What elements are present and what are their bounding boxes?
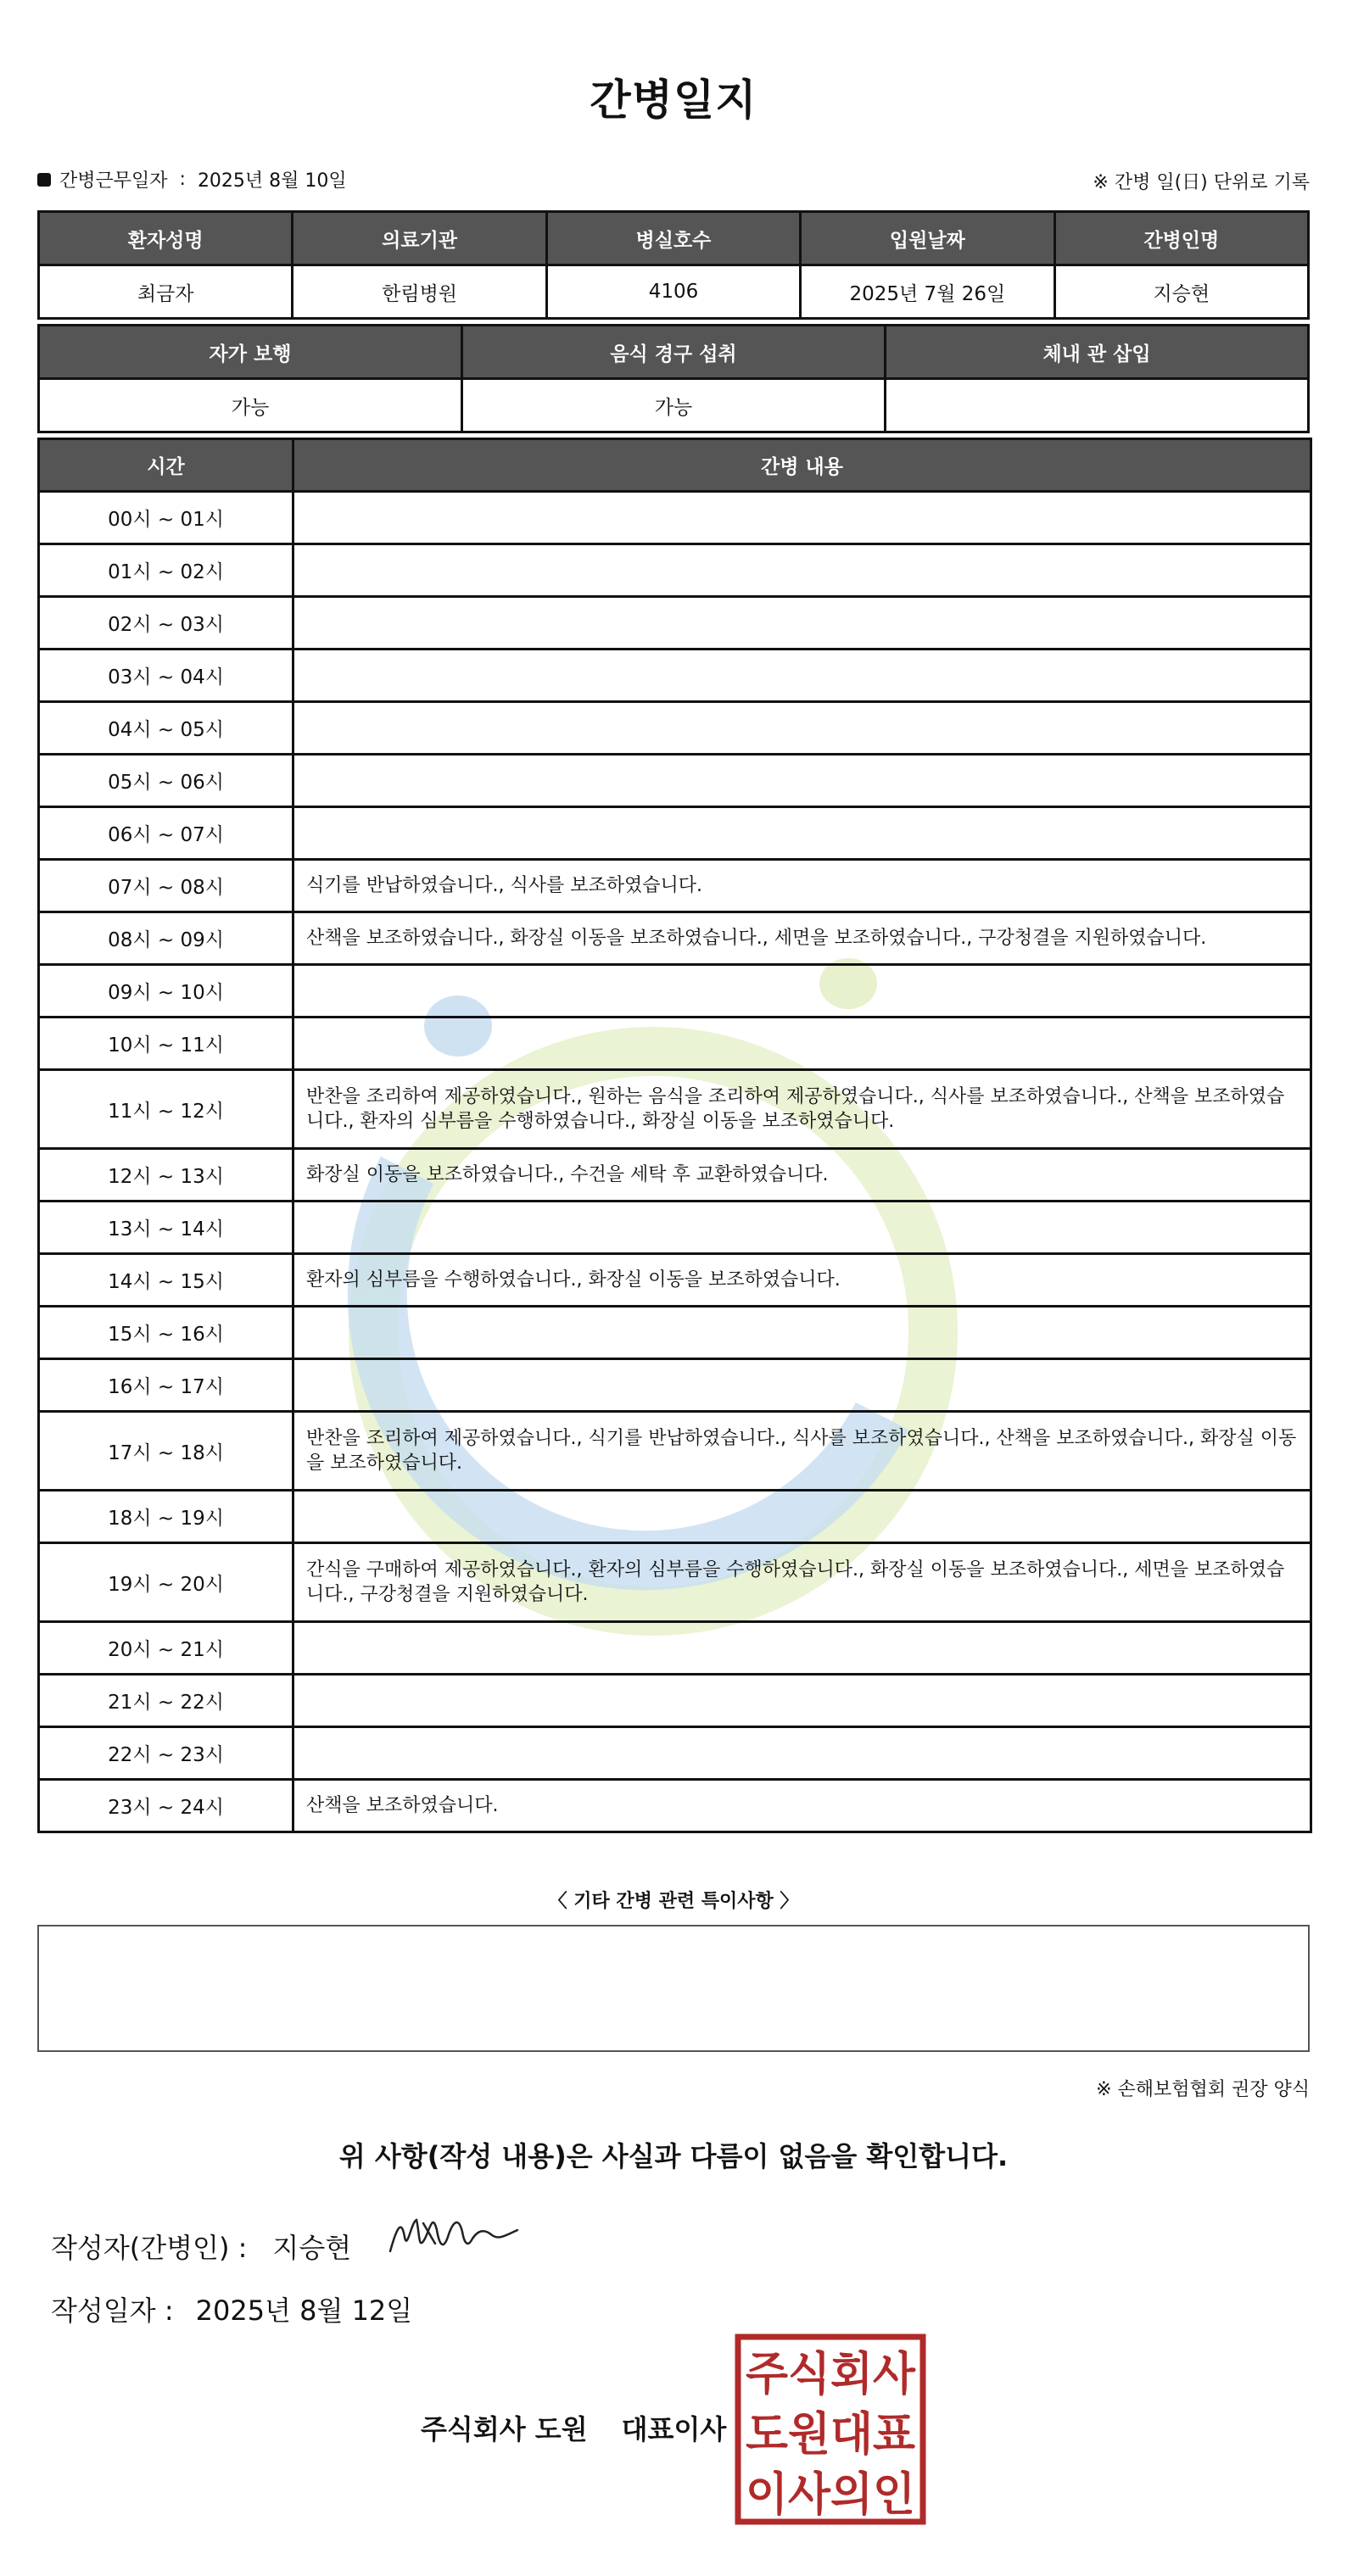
header-care-content: 간병 내용 [293, 439, 1311, 492]
header-room-number: 병실호수 [546, 212, 800, 265]
row-content [293, 1202, 1311, 1254]
notes-section-title: 〈 기타 간병 관련 특이사항 〉 [548, 1891, 799, 1912]
self-walking: 가능 [39, 379, 462, 432]
header-caregiver-name: 간병인명 [1054, 212, 1308, 265]
row-time: 10시 ~ 11시 [39, 1018, 293, 1070]
table-row [39, 597, 1311, 650]
row-content [293, 755, 1311, 807]
writer-label: 작성자(간병인) : [51, 2232, 248, 2264]
written-date-line [51, 2289, 412, 2328]
row-time: 07시 ~ 08시 [39, 860, 293, 912]
row-content: 환자의 심부름을 수행하였습니다., 화장실 이동을 보조하였습니다. [293, 1254, 1311, 1307]
admission-date: 2025년 7월 26일 [801, 265, 1054, 319]
row-time: 09시 ~ 10시 [39, 965, 293, 1018]
row-time: 15시 ~ 16시 [39, 1307, 293, 1359]
writer-line [51, 2227, 351, 2266]
row-content [293, 1675, 1311, 1727]
row-content [293, 1359, 1311, 1412]
row-content [293, 492, 1311, 544]
row-time: 14시 ~ 15시 [39, 1254, 293, 1307]
unit-note: ※ 간병 일(日) 단위로 기록 [1093, 172, 1310, 193]
row-content [293, 807, 1311, 860]
seal-line-2: 도원대표 [746, 2407, 915, 2461]
row-time: 22시 ~ 23시 [39, 1727, 293, 1780]
table-row [39, 1543, 1311, 1622]
row-time: 00시 ~ 01시 [39, 492, 293, 544]
patient-name: 최금자 [39, 265, 293, 319]
row-content [293, 1622, 1311, 1675]
row-time: 04시 ~ 05시 [39, 702, 293, 755]
row-content: 반찬을 조리하여 제공하였습니다., 식기를 반납하였습니다., 식사를 보조하였습니다., 산책을 보조하였습니다., 화장실 이동을 보조하였습니다. [293, 1412, 1311, 1491]
patient-info-value-row [39, 265, 1309, 319]
table-row [39, 650, 1311, 702]
row-content [293, 702, 1311, 755]
table-row [39, 1359, 1311, 1412]
table-row [39, 807, 1311, 860]
header-tube-insertion: 체내 관 삽입 [886, 326, 1309, 379]
table-row [39, 1780, 1311, 1832]
header-oral-intake: 음식 경구 섭취 [462, 326, 886, 379]
row-content [293, 544, 1311, 597]
work-date [37, 166, 347, 192]
header-hospital: 의료기관 [293, 212, 546, 265]
row-time: 01시 ~ 02시 [39, 544, 293, 597]
company-title: 대표이사 [621, 2413, 727, 2445]
row-time: 05시 ~ 06시 [39, 755, 293, 807]
work-date-label: 간병근무일자 [59, 170, 168, 192]
status-value-row [39, 379, 1309, 432]
work-date-value: 2025년 8월 10일 [197, 170, 347, 192]
table-row [39, 1070, 1311, 1149]
table-row [39, 1675, 1311, 1727]
table-row [39, 965, 1311, 1018]
row-time: 11시 ~ 12시 [39, 1070, 293, 1149]
table-row [39, 1491, 1311, 1543]
table-row [39, 492, 1311, 544]
header-time: 시간 [39, 439, 293, 492]
seal-line-3: 이사의인 [746, 2467, 915, 2521]
caregiver-name: 지승현 [1054, 265, 1308, 319]
oral-intake: 가능 [462, 379, 886, 432]
status-header-row [39, 326, 1309, 379]
row-time: 03시 ~ 04시 [39, 650, 293, 702]
row-time: 23시 ~ 24시 [39, 1780, 293, 1832]
row-content [293, 597, 1311, 650]
row-content [293, 1307, 1311, 1359]
confirmation-statement: 위 사항(작성 내용)은 사실과 다름이 없음을 확인합니다. [338, 2140, 1009, 2172]
table-row [39, 1254, 1311, 1307]
row-content [293, 1727, 1311, 1780]
row-content [293, 965, 1311, 1018]
row-content: 화장실 이동을 보조하였습니다., 수건을 세탁 후 교환하였습니다. [293, 1149, 1311, 1202]
written-date-value: 2025년 8월 12일 [195, 2294, 413, 2327]
row-time: 18시 ~ 19시 [39, 1491, 293, 1543]
table-row [39, 1622, 1311, 1675]
row-time: 20시 ~ 21시 [39, 1622, 293, 1675]
row-content: 반찬을 조리하여 제공하였습니다., 원하는 음식을 조리하여 제공하였습니다., 식사를 보조하였습니다., 산책을 보조하였습니다., 환자의 심부름을 수행하였습니다., 화장실 이동을 보조하였습니다. [293, 1070, 1311, 1149]
row-content: 산책을 보조하였습니다. [293, 1780, 1311, 1832]
header-admission-date: 입원날짜 [801, 212, 1054, 265]
page-title: 간병일지 [590, 75, 757, 125]
company-line [421, 2408, 726, 2447]
bullet-square-icon [37, 173, 51, 187]
row-content: 간식을 구매하여 제공하였습니다., 환자의 심부름을 수행하였습니다., 화장실 이동을 보조하였습니다., 세면을 보조하였습니다., 구강청결을 지원하였습니다. [293, 1543, 1311, 1622]
table-row [39, 1149, 1311, 1202]
row-content [293, 650, 1311, 702]
row-time: 12시 ~ 13시 [39, 1149, 293, 1202]
writer-name: 지승현 [272, 2232, 352, 2264]
table-row [39, 1018, 1311, 1070]
written-date-label: 작성일자 : [51, 2294, 174, 2327]
company-name: 주식회사 도원 [421, 2413, 588, 2445]
table-row [39, 912, 1311, 965]
table-row [39, 544, 1311, 597]
row-content: 산책을 보조하였습니다., 화장실 이동을 보조하였습니다., 세면을 보조하였습니다., 구강청결을 지원하였습니다. [293, 912, 1311, 965]
work-date-colon: : [179, 169, 186, 190]
row-time: 02시 ~ 03시 [39, 597, 293, 650]
notes-box[interactable] [37, 1925, 1310, 2052]
row-content [293, 1491, 1311, 1543]
table-row [39, 702, 1311, 755]
header-self-walking: 자가 보행 [39, 326, 462, 379]
recommended-form-note: ※ 손해보험협회 권장 양식 [1096, 2079, 1310, 2100]
patient-status-table [37, 324, 1310, 433]
row-content [293, 1018, 1311, 1070]
row-content: 식기를 반납하였습니다., 식사를 보조하였습니다. [293, 860, 1311, 912]
row-time: 17시 ~ 18시 [39, 1412, 293, 1491]
hospital: 한림병원 [293, 265, 546, 319]
seal-line-1: 주식회사 [746, 2347, 916, 2400]
row-time: 08시 ~ 09시 [39, 912, 293, 965]
company-seal-stamp [735, 2333, 926, 2525]
table-row [39, 1412, 1311, 1491]
patient-info-header-row [39, 212, 1309, 265]
table-row [39, 860, 1311, 912]
table-row [39, 755, 1311, 807]
table-row [39, 1307, 1311, 1359]
signature-image [386, 2205, 522, 2264]
row-time: 06시 ~ 07시 [39, 807, 293, 860]
tube-insertion [886, 379, 1309, 432]
table-row [39, 1202, 1311, 1254]
row-time: 16시 ~ 17시 [39, 1359, 293, 1412]
room-number: 4106 [546, 265, 800, 319]
header-patient-name: 환자성명 [39, 212, 293, 265]
care-log-header-row [39, 439, 1311, 492]
row-time: 19시 ~ 20시 [39, 1543, 293, 1622]
row-time: 13시 ~ 14시 [39, 1202, 293, 1254]
patient-info-table [37, 210, 1310, 320]
care-log-table [37, 438, 1312, 1833]
table-row [39, 1727, 1311, 1780]
row-time: 21시 ~ 22시 [39, 1675, 293, 1727]
